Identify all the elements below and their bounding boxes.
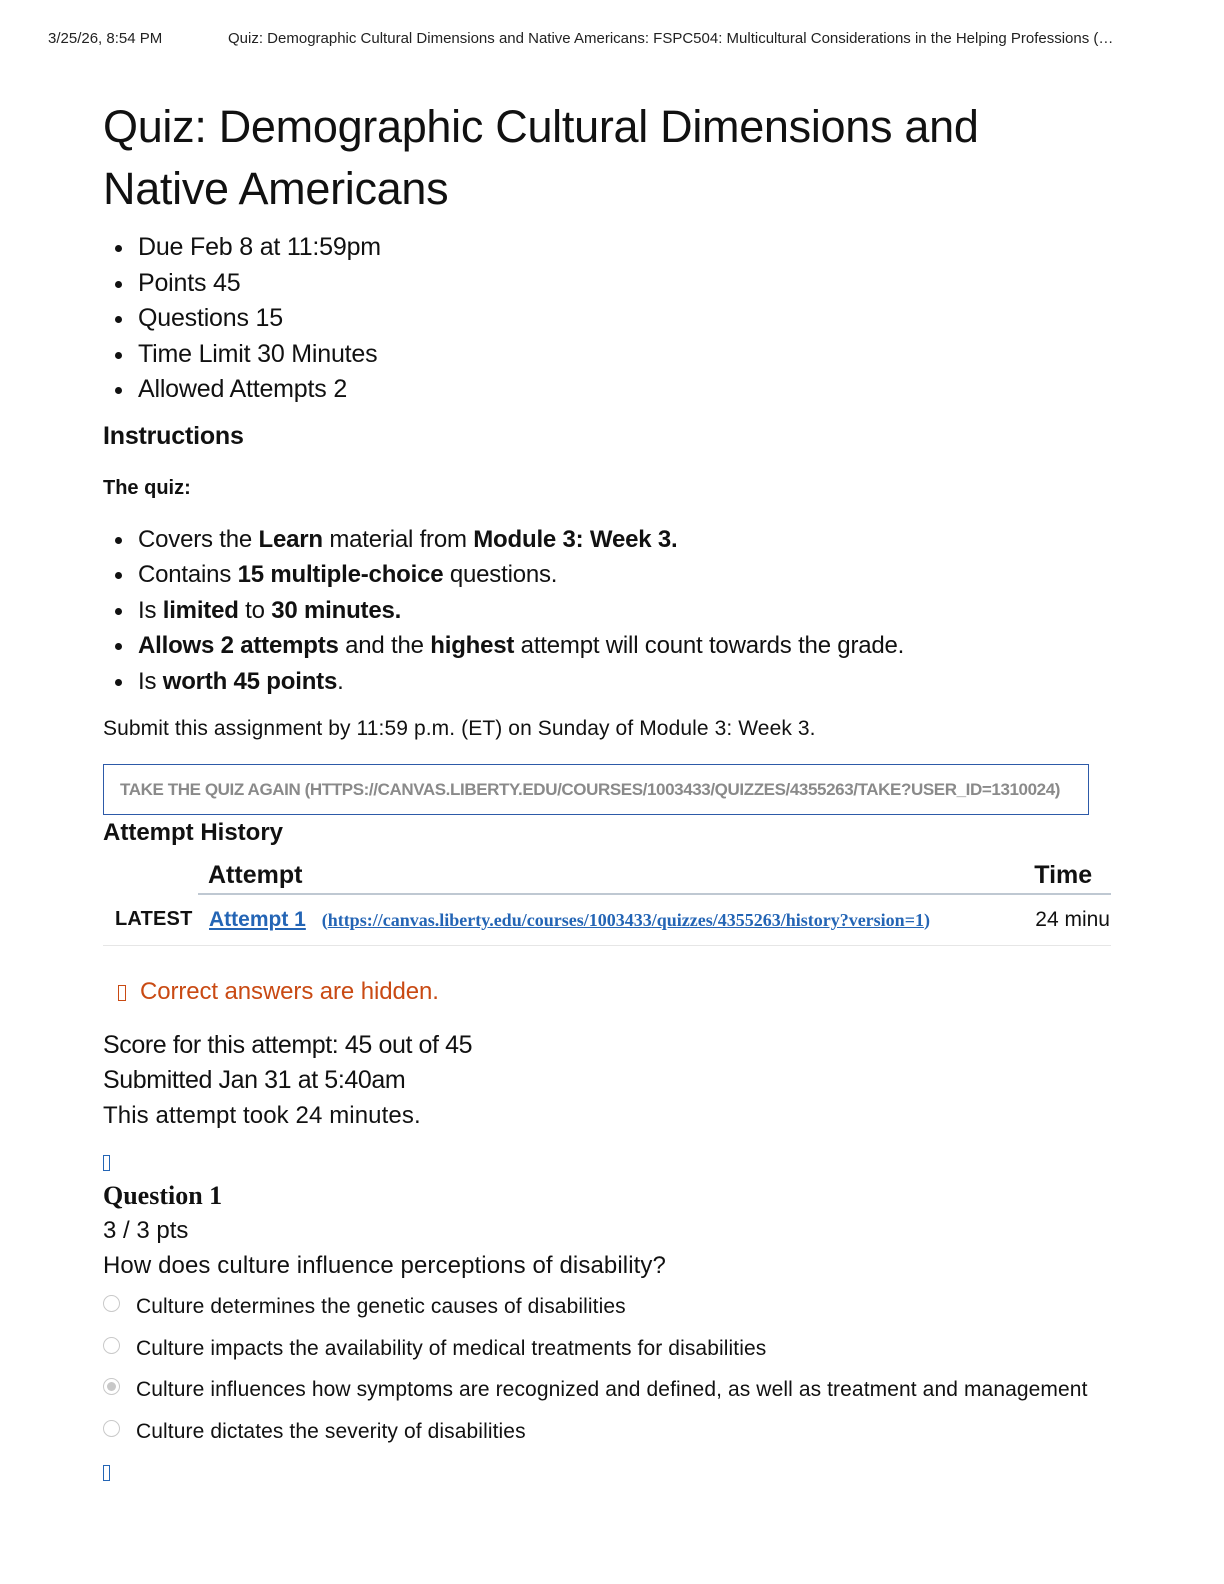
instruction-item	[103, 557, 1113, 593]
instruction-bold-text: Learn	[258, 525, 323, 553]
quiz-detail-due	[103, 230, 1113, 266]
instruction-text: Covers the	[138, 525, 259, 553]
notice-text: Correct answers are hidden.	[140, 978, 439, 1005]
instruction-text: Is	[138, 596, 163, 624]
question-text: How does culture influence perceptions of disability?	[103, 1252, 666, 1279]
answer-text: Culture influences how symptoms are recognized and defined, as well as treatment and management	[136, 1378, 1088, 1401]
print-header	[48, 30, 1176, 50]
instruction-item	[103, 522, 1113, 558]
quiz-detail-time-limit	[103, 337, 1113, 373]
print-page-title: Quiz: Demographic Cultural Dimensions and Native Americans: FSPC504: Multicultural Considerations in the Helping Professions (…	[228, 30, 1114, 47]
answer-list	[103, 1293, 1113, 1459]
quiz-detail-questions	[103, 301, 1113, 337]
instruction-bold-text: Module 3: Week 3.	[473, 525, 678, 553]
question-points: 3 / 3 pts	[103, 1217, 189, 1244]
instruction-item	[103, 664, 1113, 700]
quiz-detail-allowed-attempts	[103, 372, 1113, 408]
attempt-url: (https://canvas.liberty.edu/courses/1003433/quizzes/4355263/history?version=1)	[321, 910, 930, 930]
instruction-bold-text: Allows 2 attempts	[138, 632, 339, 659]
attempt-history-heading: Attempt History	[103, 819, 284, 846]
take-quiz-again-button[interactable]	[103, 764, 1089, 815]
detail-label: Due	[138, 233, 184, 261]
submitted-text: Submitted Jan 31 at 5:40am	[103, 1066, 406, 1094]
detail-value: 30 Minutes	[257, 339, 378, 368]
instruction-text: material from	[322, 525, 474, 553]
instruction-item	[103, 628, 1113, 664]
instruction-bold-text: highest	[430, 632, 515, 659]
correct-answers-hidden-notice	[118, 976, 1113, 1008]
instruction-text: attempt will count towards the grade.	[514, 632, 905, 659]
instruction-text: .	[337, 667, 344, 695]
detail-label: Time Limit	[138, 339, 251, 368]
detail-label: Points	[138, 268, 207, 297]
quiz-content	[103, 96, 1113, 1481]
score-text: Score for this attempt: 45 out of 45	[103, 1031, 473, 1059]
detail-value: Feb 8 at 11:59pm	[190, 233, 381, 261]
answer-option[interactable]	[103, 1293, 1113, 1335]
instruction-text: Contains	[138, 561, 238, 588]
header-blank	[103, 857, 198, 894]
answer-text: Culture determines the genetic causes of disabilities	[136, 1295, 626, 1318]
radio-icon[interactable]	[103, 1420, 120, 1437]
take-quiz-again-url: (HTTPS://CANVAS.LIBERTY.EDU/COURSES/1003433/QUIZZES/4355263/TAKE?USER_ID=1310024)	[304, 780, 1061, 799]
radio-icon[interactable]	[103, 1337, 120, 1354]
answer-text: Culture impacts the availability of medical treatments for disabilities	[136, 1336, 767, 1360]
instruction-bold-text: worth 45 points	[162, 667, 338, 695]
radio-icon[interactable]	[103, 1295, 120, 1312]
attempt-url-link[interactable]: https://canvas.liberty.edu/courses/1003433/quizzes/4355263/history?version=1	[327, 910, 924, 930]
instruction-item	[103, 593, 1113, 629]
warning-icon	[118, 985, 126, 1001]
detail-label: Questions	[138, 304, 249, 332]
attempt-history-table	[103, 857, 1111, 946]
take-quiz-again-label: TAKE THE QUIZ AGAIN	[120, 780, 301, 799]
quiz-detail-points	[103, 266, 1113, 302]
header-time: Time	[1034, 857, 1111, 894]
instruction-bold-text: limited	[162, 596, 239, 624]
flag-question-icon[interactable]	[103, 1155, 110, 1171]
print-datetime: 3/25/26, 8:54 PM	[48, 30, 163, 47]
attempt-table-header	[103, 857, 1111, 894]
attempt-time: 24 minu	[1034, 894, 1111, 946]
attempt-cell	[198, 894, 1034, 946]
instructions-heading: Instructions	[103, 421, 244, 450]
submit-note: Submit this assignment by 11:59 p.m. (ET) on Sunday of Module 3: Week 3.	[103, 717, 816, 740]
latest-tag: LATEST	[103, 894, 198, 946]
radio-selected-icon[interactable]	[103, 1378, 120, 1395]
question-title: Question 1	[103, 1181, 223, 1210]
detail-value: 2	[333, 375, 348, 403]
instruction-text: to	[238, 596, 272, 624]
answer-option[interactable]	[103, 1376, 1113, 1418]
instructions-list	[103, 522, 1113, 700]
instruction-bold-text: 30 minutes.	[271, 596, 402, 624]
instruction-text: questions.	[443, 561, 558, 588]
header-attempt: Attempt	[198, 857, 1034, 894]
detail-value: 15	[255, 304, 283, 332]
duration-text: This attempt took 24 minutes.	[103, 1102, 421, 1129]
attempt-1-link[interactable]: Attempt 1	[209, 908, 306, 931]
table-row	[103, 894, 1111, 946]
instruction-text: Is	[138, 667, 163, 695]
instructions-intro: The quiz:	[103, 476, 191, 499]
quiz-details-list	[103, 230, 1113, 408]
detail-value: 45	[213, 268, 241, 297]
answer-option[interactable]	[103, 1335, 1113, 1377]
answer-text: Culture dictates the severity of disabilities	[136, 1419, 526, 1443]
question-end-icon	[103, 1465, 110, 1481]
page-title: Quiz: Demographic Cultural Dimensions and Native Americans	[103, 101, 979, 214]
detail-label: Allowed Attempts	[138, 375, 327, 403]
instruction-text: and the	[338, 632, 431, 659]
instruction-bold-text: 15 multiple-choice	[237, 561, 444, 588]
answer-option[interactable]	[103, 1418, 1113, 1460]
